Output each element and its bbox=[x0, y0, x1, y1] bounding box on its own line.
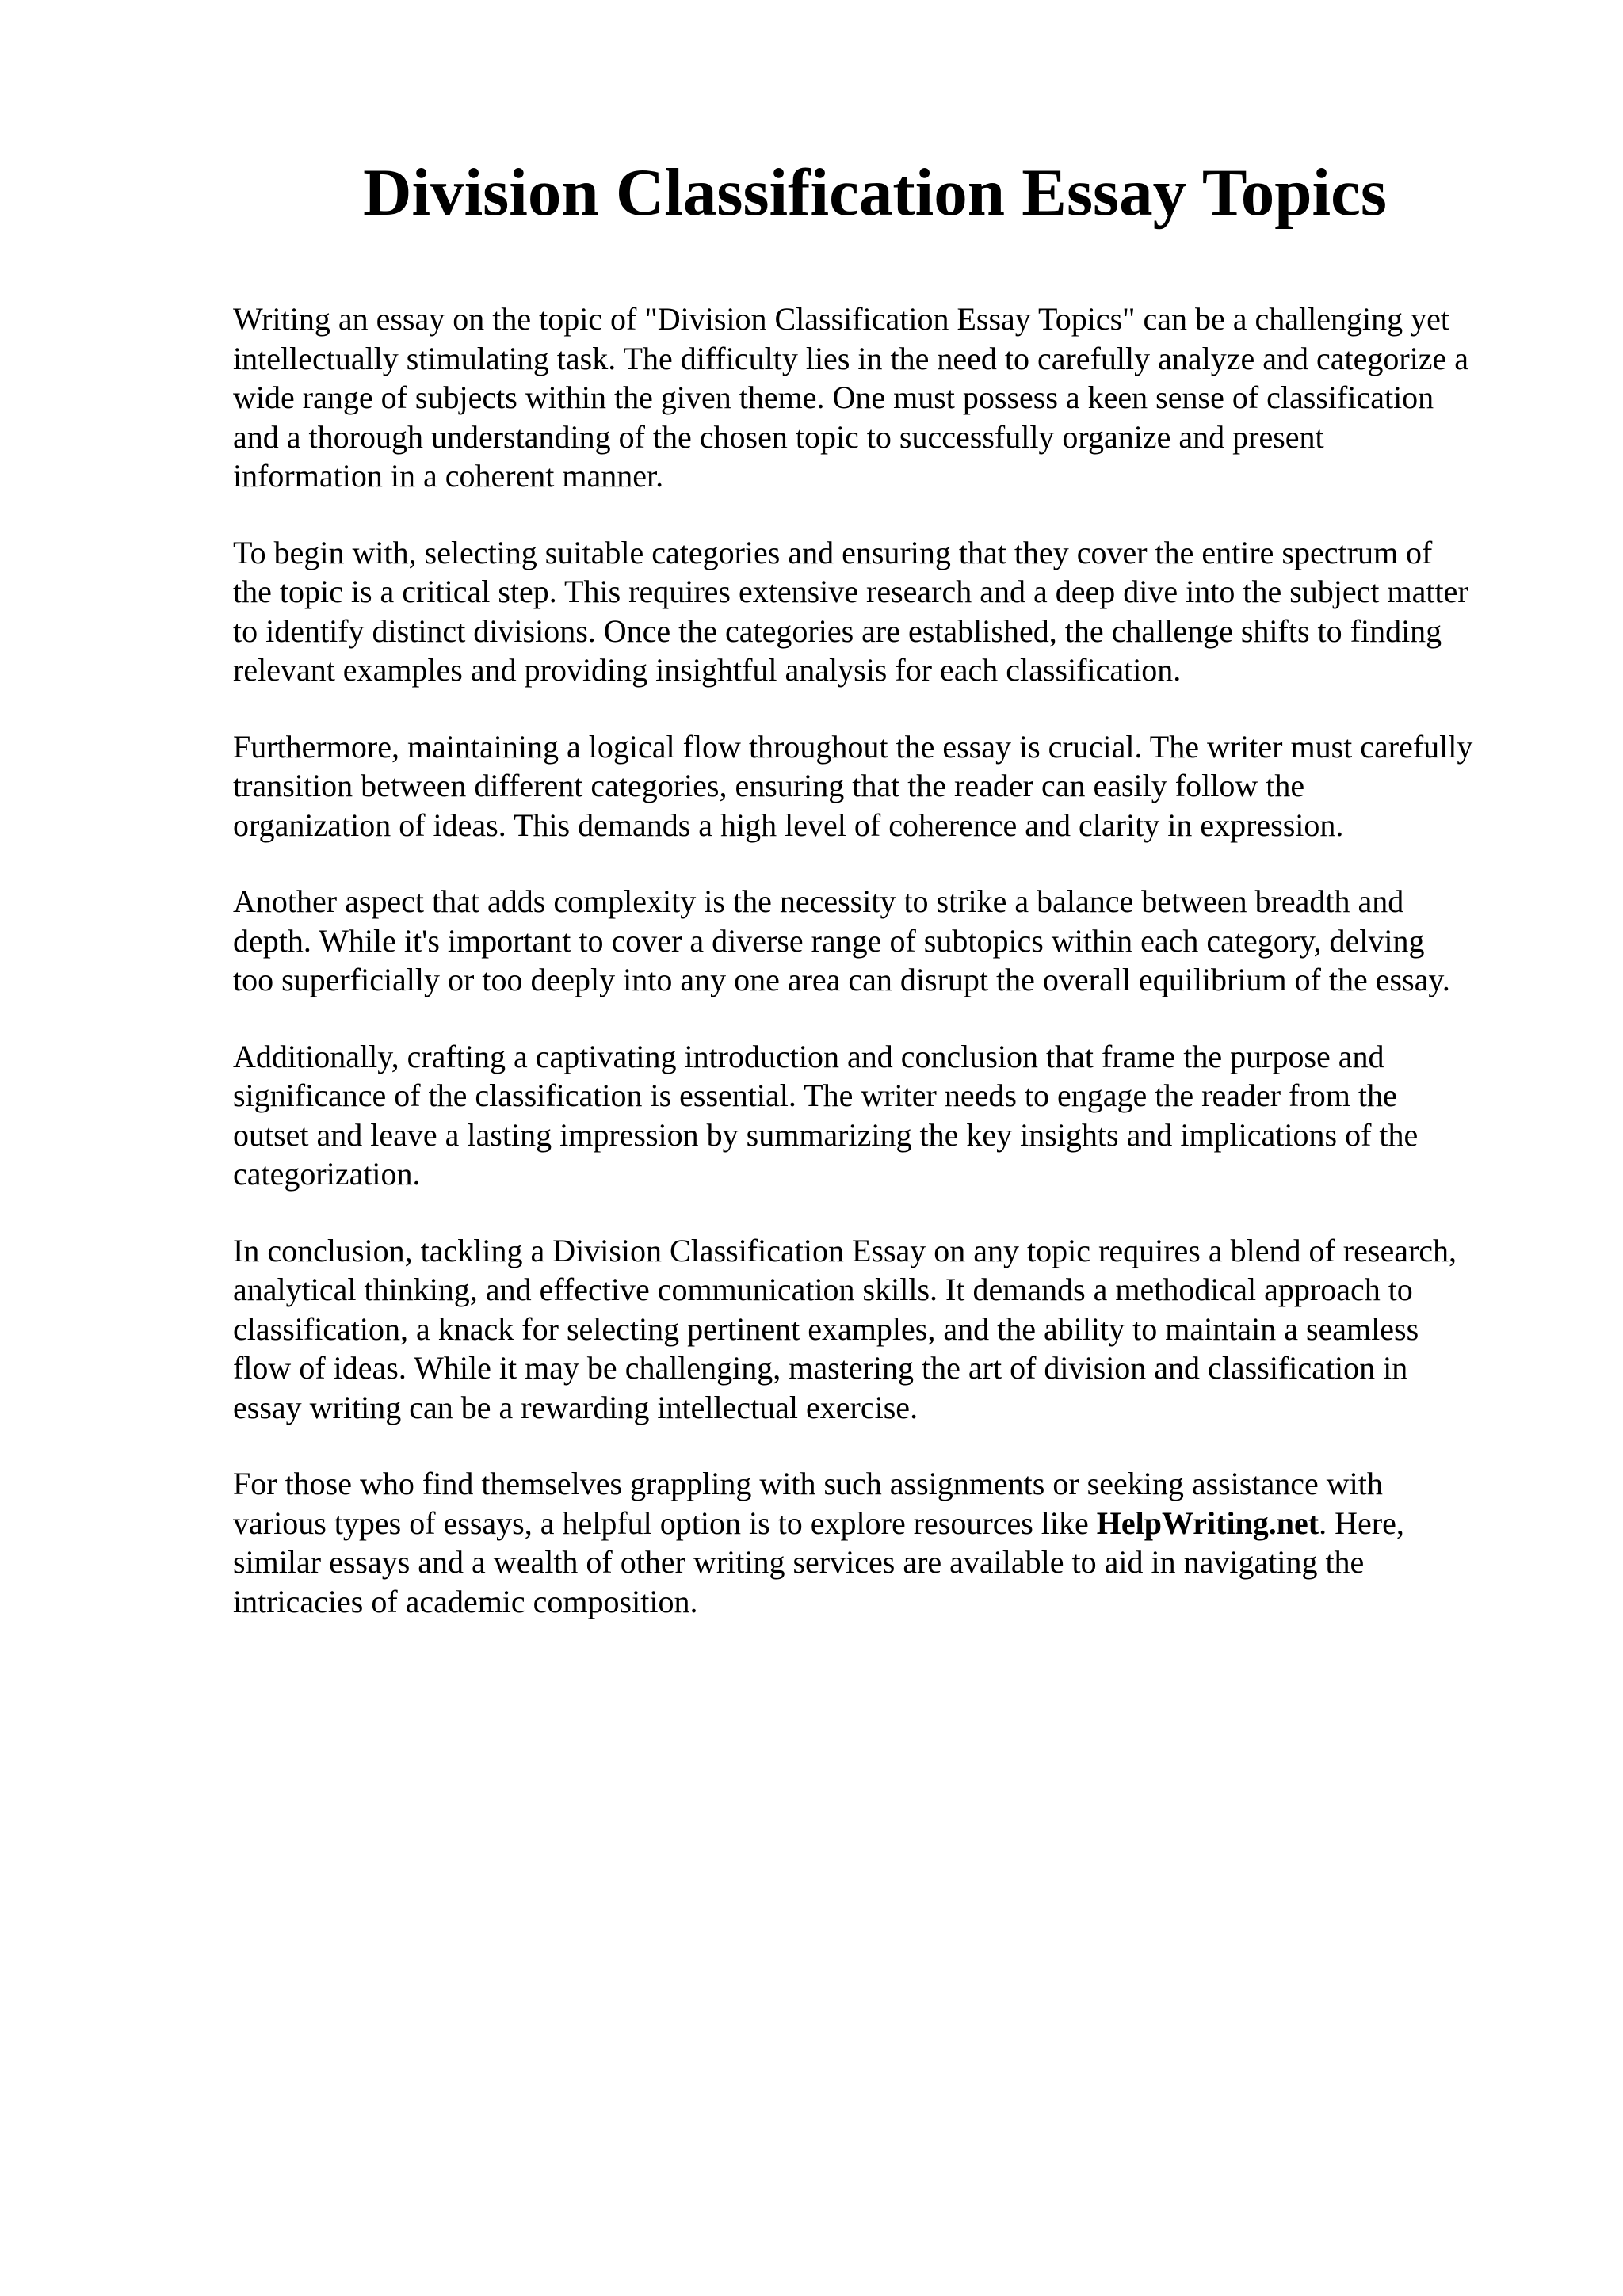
essay-body bbox=[233, 299, 1533, 1658]
text-line: categorization. bbox=[233, 1156, 421, 1192]
text-line: flow of ideas. While it may be challenging, mastering the art of division and classification in bbox=[233, 1350, 1408, 1386]
text-line: the topic is a critical step. This requires extensive research and a deep dive into the subject matter bbox=[233, 574, 1468, 609]
text-line: significance of the classification is essential. The writer needs to engage the reader from the bbox=[233, 1077, 1397, 1113]
paragraph-resources bbox=[233, 1464, 1533, 1621]
text-line: Writing an essay on the topic of "Division Classification Essay Topics" can be a challenging yet bbox=[233, 301, 1449, 337]
text-line: wide range of subjects within the given theme. One must possess a keen sense of classification bbox=[233, 379, 1434, 415]
text-line: transition between different categories, ensuring that the reader can easily follow the bbox=[233, 768, 1305, 803]
paragraph-balance bbox=[233, 882, 1533, 1000]
page-title: Division Classification Essay Topics bbox=[363, 155, 1387, 230]
text-line: Furthermore, maintaining a logical flow throughout the essay is crucial. The writer must carefully bbox=[233, 728, 1473, 765]
text-line-with-link bbox=[233, 1504, 1533, 1543]
text-line: relevant examples and providing insightful analysis for each classification. bbox=[233, 652, 1182, 688]
text-line: essay writing can be a rewarding intellectual exercise. bbox=[233, 1389, 918, 1425]
paragraph-categories bbox=[233, 533, 1533, 690]
text-fragment: . Here, bbox=[1319, 1505, 1404, 1541]
text-line: Another aspect that adds complexity is the necessity to strike a balance between breadth and bbox=[233, 883, 1404, 919]
text-line: classification, a knack for selecting pertinent examples, and the ability to maintain a seamless bbox=[233, 1310, 1419, 1347]
text-line: to identify distinct divisions. Once the categories are established, the challenge shifts to finding bbox=[233, 612, 1442, 649]
paragraph-intro bbox=[233, 299, 1533, 496]
paragraph-introduction-conclusion bbox=[233, 1037, 1533, 1194]
text-line: outset and leave a lasting impression by summarizing the key insights and implications of the bbox=[233, 1116, 1419, 1153]
text-line: and a thorough understanding of the chosen topic to successfully organize and present bbox=[233, 418, 1324, 455]
text-line: For those who find themselves grappling with such assignments or seeking assistance with bbox=[233, 1466, 1383, 1501]
text-line: Additionally, crafting a captivating introduction and conclusion that frame the purpose and bbox=[233, 1038, 1384, 1074]
text-line: In conclusion, tackling a Division Classification Essay on any topic requires a blend of research, bbox=[233, 1232, 1457, 1268]
text-line: too superficially or too deeply into any one area can disrupt the overall equilibrium of the essay. bbox=[233, 962, 1450, 997]
text-line: intellectually stimulating task. The difficulty lies in the need to carefully analyze and categorize a bbox=[233, 340, 1469, 376]
text-line: analytical thinking, and effective communication skills. It demands a methodical approach to bbox=[233, 1272, 1413, 1307]
text-line: organization of ideas. This demands a high level of coherence and clarity in expression. bbox=[233, 807, 1344, 843]
text-line: To begin with, selecting suitable categories and ensuring that they cover the entire spectrum of bbox=[233, 534, 1433, 570]
paragraph-conclusion bbox=[233, 1231, 1533, 1428]
text-line: similar essays and a wealth of other writing services are available to aid in navigating the bbox=[233, 1544, 1365, 1580]
text-line: information in a coherent manner. bbox=[233, 458, 664, 494]
text-line: depth. While it's important to cover a diverse range of subtopics within each category, delving bbox=[233, 922, 1425, 959]
text-fragment: various types of essays, a helpful option is to explore resources like bbox=[233, 1505, 1097, 1541]
text-line: intricacies of academic composition. bbox=[233, 1583, 698, 1619]
helpwriting-link[interactable]: HelpWriting.net bbox=[1096, 1505, 1319, 1541]
paragraph-flow bbox=[233, 727, 1533, 845]
